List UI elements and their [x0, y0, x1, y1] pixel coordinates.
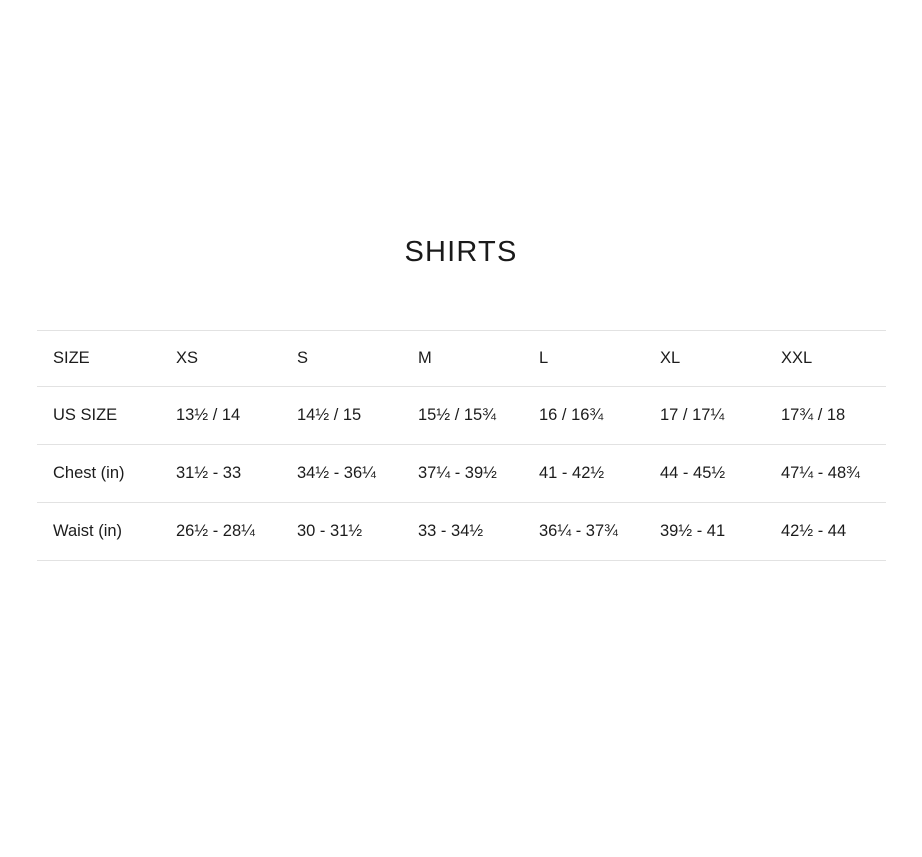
cell-waist-l: 36¼ - 37¾: [523, 503, 644, 561]
column-header-xs: XS: [160, 331, 281, 387]
column-header-m: M: [402, 331, 523, 387]
size-chart-container: [37, 330, 885, 561]
row-header-waist: Waist (in): [37, 503, 160, 561]
table-row: [37, 503, 886, 561]
table-row: [37, 445, 886, 503]
cell-waist-m: 33 - 34½: [402, 503, 523, 561]
cell-chest-m: 37¼ - 39½: [402, 445, 523, 503]
cell-us-size-xs: 13½ / 14: [160, 387, 281, 445]
cell-us-size-xl: 17 / 17¼: [644, 387, 765, 445]
cell-us-size-m: 15½ / 15¾: [402, 387, 523, 445]
cell-waist-s: 30 - 31½: [281, 503, 402, 561]
column-header-l: L: [523, 331, 644, 387]
cell-us-size-xxl: 17¾ / 18: [765, 387, 886, 445]
column-header-xxl: XXL: [765, 331, 886, 387]
row-header-chest: Chest (in): [37, 445, 160, 503]
cell-waist-xl: 39½ - 41: [644, 503, 765, 561]
cell-us-size-s: 14½ / 15: [281, 387, 402, 445]
table-row: [37, 387, 886, 445]
cell-chest-xl: 44 - 45½: [644, 445, 765, 503]
column-header-xl: XL: [644, 331, 765, 387]
column-header-size: SIZE: [37, 331, 160, 387]
column-header-s: S: [281, 331, 402, 387]
shirts-size-chart-table: [37, 330, 886, 561]
table-body: [37, 387, 886, 561]
cell-chest-l: 41 - 42½: [523, 445, 644, 503]
cell-waist-xxl: 42½ - 44: [765, 503, 886, 561]
cell-chest-xxl: 47¼ - 48¾: [765, 445, 886, 503]
table-header-row: [37, 331, 886, 387]
cell-chest-s: 34½ - 36¼: [281, 445, 402, 503]
page-title: SHIRTS: [404, 236, 518, 268]
row-header-us-size: US SIZE: [37, 387, 160, 445]
table-header: [37, 331, 886, 387]
cell-us-size-l: 16 / 16¾: [523, 387, 644, 445]
cell-waist-xs: 26½ - 28¼: [160, 503, 281, 561]
cell-chest-xs: 31½ - 33: [160, 445, 281, 503]
